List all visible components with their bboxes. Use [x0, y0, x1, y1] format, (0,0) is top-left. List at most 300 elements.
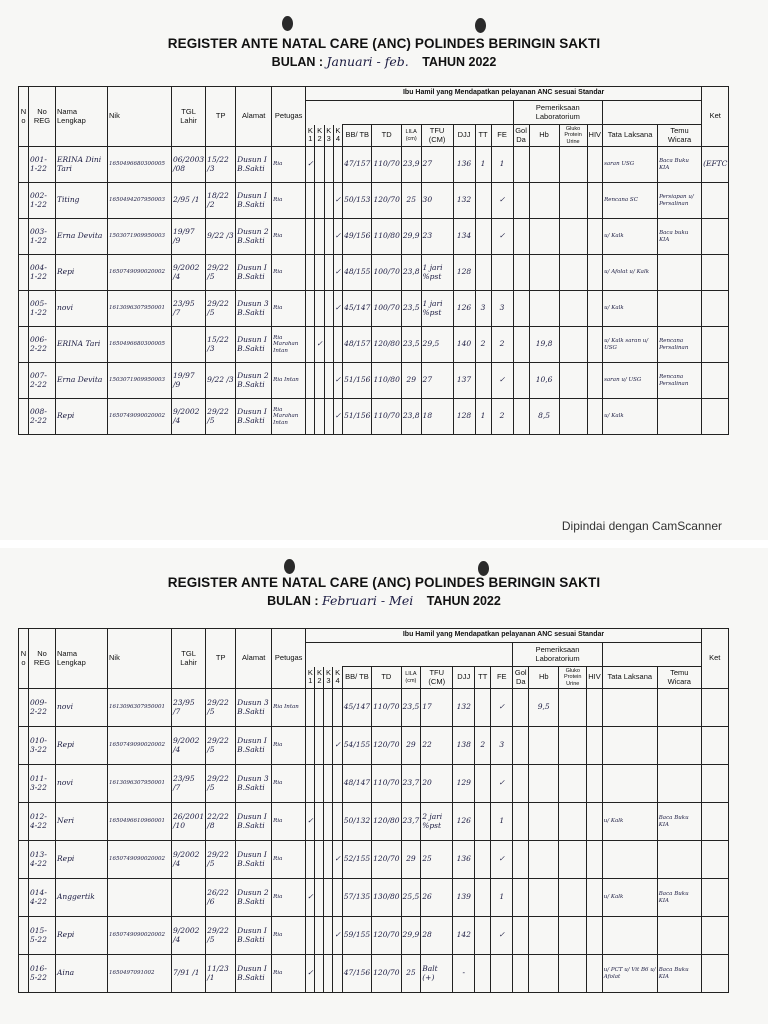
- cell-petugas: Ria Marahan Intan: [272, 327, 306, 363]
- page-gap: [0, 540, 768, 548]
- cell-k4: ✓: [333, 183, 342, 219]
- cell-hiv: [587, 147, 603, 183]
- cell-nik: 1613096307950001: [108, 689, 172, 727]
- header-temu: Temu Wicara: [657, 667, 701, 689]
- cell-tata: saran USG: [603, 147, 658, 183]
- cell-no: [19, 291, 29, 327]
- binder-hole: [282, 16, 293, 31]
- cell-alamat: Dusun 2 B.Sakti: [236, 363, 272, 399]
- tahun-label: TAHUN 2022: [422, 55, 497, 69]
- table-row: [19, 955, 729, 993]
- cell-k4: [333, 955, 342, 993]
- cell-k3: [324, 147, 333, 183]
- cell-tt: [475, 183, 491, 219]
- cell-nama: Repi: [56, 399, 108, 435]
- cell-lila: 29,9: [401, 917, 421, 955]
- cell-no: [19, 727, 29, 765]
- header-spacer: [306, 655, 513, 667]
- cell-tt: [475, 917, 491, 955]
- cell-tata: [602, 841, 657, 879]
- cell-temu: Baca Buku KIA: [657, 803, 701, 841]
- cell-reg: 012- 4-22: [29, 803, 56, 841]
- header-petugas: Petugas: [272, 87, 306, 147]
- cell-hb: [529, 765, 559, 803]
- cell-temu: Baca Buku KIA: [657, 955, 701, 993]
- cell-fe: ✓: [491, 917, 513, 955]
- cell-lila: 29,9: [401, 219, 421, 255]
- cell-k4: ✓: [333, 363, 342, 399]
- cell-k4: ✓: [333, 841, 342, 879]
- cell-petugas: Ria Intan: [272, 363, 306, 399]
- cell-tt: 2: [475, 727, 491, 765]
- cell-ket: [701, 841, 728, 879]
- cell-tgl: 23/95 /7: [172, 291, 206, 327]
- cell-djj: 136: [453, 841, 475, 879]
- cell-tfu: 27: [421, 147, 453, 183]
- cell-reg: 004- 1-22: [29, 255, 56, 291]
- cell-tfu: 28: [421, 917, 453, 955]
- cell-tp: 26/22 /6: [206, 879, 236, 917]
- table-row: [19, 183, 729, 219]
- cell-golda: [513, 765, 529, 803]
- cell-ket: [702, 219, 729, 255]
- cell-k4: [333, 803, 342, 841]
- cell-nama: Neri: [56, 803, 108, 841]
- header-ket: Ket: [702, 87, 729, 147]
- cell-tata: [602, 765, 657, 803]
- header-spacer: [306, 643, 513, 655]
- cell-k1: ✓: [306, 803, 315, 841]
- header-hiv: HIV: [587, 667, 603, 689]
- cell-tp: 9/22 /3: [206, 219, 236, 255]
- cell-hb: [529, 291, 559, 327]
- header-lab: Pemeriksaan Laboratorium: [513, 101, 603, 125]
- cell-glukosa: [559, 399, 587, 435]
- period-line: [0, 593, 768, 608]
- cell-k2: [315, 917, 324, 955]
- cell-no: [19, 327, 29, 363]
- tahun-label: TAHUN 2022: [426, 594, 501, 608]
- cell-no: [19, 917, 29, 955]
- binder-hole: [478, 561, 489, 576]
- cell-djj: 126: [453, 803, 475, 841]
- cell-alamat: Dusun 2 B.Sakti: [236, 879, 272, 917]
- cell-golda: [513, 879, 529, 917]
- cell-k2: [315, 689, 324, 727]
- cell-alamat: Dusun 3 B.Sakti: [236, 291, 272, 327]
- cell-nik: 1650749090020002: [108, 841, 172, 879]
- cell-tp: 29/22 /5: [206, 399, 236, 435]
- cell-k2: ✓: [315, 327, 324, 363]
- cell-petugas: Ria: [272, 219, 306, 255]
- cell-golda: [513, 363, 529, 399]
- cell-hiv: [587, 955, 603, 993]
- header-k2: K 2: [315, 125, 324, 147]
- cell-fe: ✓: [491, 689, 513, 727]
- cell-k1: [306, 727, 315, 765]
- cell-petugas: Ria Intan: [272, 689, 306, 727]
- cell-k3: [324, 841, 333, 879]
- cell-glukosa: [559, 327, 587, 363]
- cell-fe: 1: [491, 147, 513, 183]
- register-title: REGISTER ANTE NATAL CARE (ANC) POLINDES BERINGIN SAKTI: [167, 575, 601, 590]
- header-tp: TP: [206, 87, 236, 147]
- cell-temu: [658, 399, 702, 435]
- header-tata: Tata Laksana: [603, 125, 658, 147]
- header-lab: Pemeriksaan Laboratorium: [513, 643, 603, 667]
- cell-hb: 8,5: [529, 399, 559, 435]
- cell-hb: 10,6: [529, 363, 559, 399]
- cell-fe: 2: [491, 399, 513, 435]
- cell-k1: [306, 689, 315, 727]
- cell-tata: u/ PCT u/ Vit B6 u/ Afolat: [602, 955, 657, 993]
- cell-fe: [491, 955, 513, 993]
- cell-bbtb: 50/132: [342, 803, 371, 841]
- cell-djj: 126: [453, 291, 475, 327]
- cell-reg: 010- 3-22: [29, 727, 56, 765]
- cell-glukosa: [559, 917, 587, 955]
- cell-lila: 23,8: [401, 255, 421, 291]
- cell-bbtb: 48/147: [342, 765, 371, 803]
- cell-nik: 1650749090020002: [108, 917, 172, 955]
- bulan-label: BULAN :: [271, 55, 324, 69]
- cell-glukosa: [559, 291, 587, 327]
- cell-petugas: Ria: [272, 183, 306, 219]
- cell-alamat: Dusun 3 B.Sakti: [236, 765, 272, 803]
- cell-fe: 1: [491, 879, 513, 917]
- cell-no: [19, 689, 29, 727]
- cell-k3: [324, 291, 333, 327]
- header-temu: Temu Wicara: [658, 125, 702, 147]
- cell-nama: ERINA Tari: [56, 327, 108, 363]
- cell-hiv: [587, 363, 603, 399]
- cell-tt: [475, 841, 491, 879]
- cell-glukosa: [559, 255, 587, 291]
- cell-tp: 22/22 /8: [206, 803, 236, 841]
- cell-reg: 013- 4-22: [29, 841, 56, 879]
- cell-ket: [702, 399, 729, 435]
- cell-bbtb: 49/156: [343, 219, 372, 255]
- cell-tp: 29/22 /5: [206, 727, 236, 765]
- cell-bbtb: 47/157: [343, 147, 372, 183]
- cell-lila: 25,5: [401, 879, 421, 917]
- cell-reg: 015- 5-22: [29, 917, 56, 955]
- cell-petugas: Ria: [272, 765, 306, 803]
- cell-djj: 136: [453, 147, 475, 183]
- cell-td: 100/70: [372, 291, 401, 327]
- cell-tgl: [172, 879, 206, 917]
- cell-k4: [333, 327, 342, 363]
- cell-ket: [701, 727, 728, 765]
- header-k4: K 4: [333, 667, 342, 689]
- cell-k3: [324, 727, 333, 765]
- header-alamat: Alamat: [236, 629, 272, 689]
- cell-k1: [306, 327, 315, 363]
- cell-glukosa: [559, 841, 587, 879]
- cell-k2: [315, 399, 324, 435]
- cell-ket: [701, 955, 728, 993]
- cell-no: [19, 765, 29, 803]
- cell-tp: 15/22 /3: [206, 147, 236, 183]
- cell-nama: Erna Devita: [56, 363, 108, 399]
- cell-tata: [602, 727, 657, 765]
- cell-k4: ✓: [333, 219, 342, 255]
- cell-tt: [475, 219, 491, 255]
- cell-temu: [657, 727, 701, 765]
- cell-k2: [315, 841, 324, 879]
- cell-djj: 129: [453, 765, 475, 803]
- binder-hole: [284, 559, 295, 574]
- bulan-value: Januari - feb.: [326, 54, 409, 69]
- cell-k2: [315, 363, 324, 399]
- cell-alamat: Dusun I B.Sakti: [236, 841, 272, 879]
- cell-ket: [702, 363, 729, 399]
- cell-glukosa: [559, 879, 587, 917]
- table-row: [19, 689, 729, 727]
- cell-glukosa: [559, 147, 587, 183]
- cell-tt: 2: [475, 327, 491, 363]
- cell-fe: ✓: [491, 765, 513, 803]
- cell-nama: Repi: [56, 841, 108, 879]
- cell-td: 120/80: [372, 803, 401, 841]
- cell-tp: 9/22 /3: [206, 363, 236, 399]
- cell-reg: 003- 1-22: [29, 219, 56, 255]
- cell-ket: (EFTC: [702, 147, 729, 183]
- cell-djj: 134: [453, 219, 475, 255]
- cell-petugas: Ria: [272, 727, 306, 765]
- cell-k1: [306, 183, 315, 219]
- header-fe: FE: [491, 667, 513, 689]
- cell-tt: [475, 689, 491, 727]
- cell-k3: [324, 255, 333, 291]
- cell-tfu: 27: [421, 363, 453, 399]
- cell-td: 110/70: [372, 689, 401, 727]
- header-tp: TP: [206, 629, 236, 689]
- cell-tgl: 9/2002 /4: [172, 841, 206, 879]
- cell-reg: 016- 5-22: [29, 955, 56, 993]
- cell-k2: [315, 879, 324, 917]
- cell-bbtb: 45/147: [343, 291, 372, 327]
- cell-tata: saran u/ USG: [603, 363, 658, 399]
- cell-nama: ERINA Dini Tari: [56, 147, 108, 183]
- header-k3: K 3: [324, 667, 333, 689]
- cell-nama: Repi: [56, 727, 108, 765]
- cell-k1: ✓: [306, 955, 315, 993]
- period-line: [0, 54, 768, 69]
- cell-tgl: 7/91 /1: [172, 955, 206, 993]
- cell-k1: [306, 291, 315, 327]
- header-spacer: [306, 101, 513, 113]
- header-alamat: Alamat: [236, 87, 272, 147]
- cell-hb: [529, 727, 559, 765]
- table-row: [19, 147, 729, 183]
- cell-djj: 138: [453, 727, 475, 765]
- cell-reg: 002- 1-22: [29, 183, 56, 219]
- table-row: [19, 841, 729, 879]
- cell-k3: [324, 363, 333, 399]
- cell-ket: [702, 255, 729, 291]
- cell-tp: 18/22 /2: [206, 183, 236, 219]
- cell-hiv: [587, 803, 603, 841]
- cell-tata: u/ Kalk: [602, 879, 657, 917]
- cell-temu: Persiapan u/ Persalinan: [658, 183, 702, 219]
- cell-tgl: 23/95 /7: [172, 689, 206, 727]
- cell-hiv: [587, 841, 603, 879]
- cell-alamat: Dusun I B.Sakti: [236, 803, 272, 841]
- cell-hb: [529, 917, 559, 955]
- cell-tt: 1: [475, 399, 491, 435]
- cell-bbtb: 51/156: [343, 399, 372, 435]
- cell-temu: [657, 765, 701, 803]
- cell-tfu: 25: [421, 841, 453, 879]
- cell-glukosa: [559, 219, 587, 255]
- cell-hiv: [587, 765, 603, 803]
- cell-golda: [513, 183, 529, 219]
- cell-k3: [324, 399, 333, 435]
- cell-temu: [657, 917, 701, 955]
- cell-djj: 128: [453, 399, 475, 435]
- cell-fe: ✓: [491, 841, 513, 879]
- cell-reg: 008- 2-22: [29, 399, 56, 435]
- cell-lila: 23,8: [401, 399, 421, 435]
- cell-tt: [475, 803, 491, 841]
- cell-no: [19, 183, 29, 219]
- cell-no: [19, 841, 29, 879]
- cell-nik: [108, 879, 172, 917]
- header-glukosa: Gluko Protein Urine: [559, 125, 587, 147]
- cell-td: 110/70: [372, 399, 401, 435]
- cell-tt: [475, 955, 491, 993]
- header-petugas: Petugas: [272, 629, 306, 689]
- bulan-value: Februari - Mei: [322, 593, 414, 608]
- cell-tgl: [172, 327, 206, 363]
- cell-tgl: 19/97 /9: [172, 363, 206, 399]
- cell-tfu: 20: [421, 765, 453, 803]
- cell-petugas: Ria: [272, 879, 306, 917]
- cell-k2: [315, 147, 324, 183]
- table-row: [19, 363, 729, 399]
- cell-djj: 139: [453, 879, 475, 917]
- cell-djj: -: [453, 955, 475, 993]
- table-row: [19, 399, 729, 435]
- cell-k1: [306, 399, 315, 435]
- cell-alamat: Dusun I B.Sakti: [236, 183, 272, 219]
- cell-glukosa: [559, 955, 587, 993]
- cell-alamat: Dusun 2 B.Sakti: [236, 219, 272, 255]
- cell-tata: [602, 689, 657, 727]
- header-tt: TT: [475, 125, 491, 147]
- cell-hiv: [587, 327, 603, 363]
- header-no: N o: [19, 87, 29, 147]
- cell-fe: [491, 255, 513, 291]
- cell-djj: 128: [453, 255, 475, 291]
- cell-k3: [324, 327, 333, 363]
- header-nik: Nik: [108, 87, 172, 147]
- anc-register-table: [18, 86, 729, 435]
- header-ket: Ket: [701, 629, 728, 689]
- cell-reg: 009- 2-22: [29, 689, 56, 727]
- cell-td: 110/70: [372, 765, 401, 803]
- cell-nama: Aina: [56, 955, 108, 993]
- header-k2: K 2: [315, 667, 324, 689]
- cell-golda: [513, 399, 529, 435]
- cell-tfu: 18: [421, 399, 453, 435]
- cell-lila: 23,5: [401, 291, 421, 327]
- cell-k3: [324, 219, 333, 255]
- cell-golda: [513, 219, 529, 255]
- header-hb: Hb: [529, 667, 559, 689]
- cell-k4: ✓: [333, 291, 342, 327]
- cell-k2: [315, 727, 324, 765]
- cell-fe: ✓: [491, 219, 513, 255]
- cell-tgl: 9/2002 /4: [172, 399, 206, 435]
- cell-fe: 3: [491, 291, 513, 327]
- cell-k2: [315, 183, 324, 219]
- cell-temu: Rencana Persalinan: [658, 327, 702, 363]
- table-row: [19, 803, 729, 841]
- cell-golda: [513, 955, 529, 993]
- cell-glukosa: [559, 803, 587, 841]
- cell-alamat: Dusun I B.Sakti: [236, 147, 272, 183]
- header-spacer: [306, 113, 513, 125]
- cell-glukosa: [559, 765, 587, 803]
- cell-alamat: Dusun I B.Sakti: [236, 955, 272, 993]
- bulan-label: BULAN :: [267, 594, 319, 608]
- cell-k3: [324, 765, 333, 803]
- cell-no: [19, 803, 29, 841]
- cell-alamat: Dusun I B.Sakti: [236, 255, 272, 291]
- cell-tfu: 22: [421, 727, 453, 765]
- cell-k2: [315, 291, 324, 327]
- header-lila: LILA (cm): [401, 125, 421, 147]
- cell-lila: 23,7: [401, 803, 421, 841]
- cell-nik: 1613096307950001: [108, 765, 172, 803]
- cell-golda: [513, 803, 529, 841]
- cell-tfu: 26: [421, 879, 453, 917]
- header-band: Ibu Hamil yang Mendapatkan pelayanan ANC sesuai Standar: [306, 629, 702, 643]
- cell-nik: 1650749090020002: [108, 727, 172, 765]
- cell-ket: [702, 291, 729, 327]
- cell-tata: u/ Kalk: [603, 399, 658, 435]
- cell-nik: 1650496680300005: [108, 147, 172, 183]
- cell-tfu: 30: [421, 183, 453, 219]
- cell-tfu: 17: [421, 689, 453, 727]
- cell-tp: 29/22 /5: [206, 255, 236, 291]
- header-td: TD: [372, 667, 401, 689]
- table-row: [19, 765, 729, 803]
- cell-hb: [529, 841, 559, 879]
- cell-hb: [529, 879, 559, 917]
- header-spacer: [602, 643, 701, 667]
- header-tgl-lahir: TGL Lahir: [172, 629, 206, 689]
- cell-tgl: 9/2002 /4: [172, 255, 206, 291]
- cell-tp: 11/23 /1: [206, 955, 236, 993]
- cell-temu: [658, 255, 702, 291]
- cell-k1: [306, 765, 315, 803]
- cell-k1: ✓: [306, 147, 315, 183]
- cell-djj: 132: [453, 183, 475, 219]
- cell-tt: [475, 879, 491, 917]
- cell-k4: ✓: [333, 917, 342, 955]
- cell-tfu: 23: [421, 219, 453, 255]
- cell-k2: [315, 765, 324, 803]
- header-no-reg: No REG: [29, 87, 56, 147]
- cell-tata: u/ Kalk: [602, 803, 657, 841]
- cell-lila: 25: [401, 955, 421, 993]
- cell-tp: 29/22 /5: [206, 917, 236, 955]
- register-sheet-2: [0, 548, 768, 1024]
- cell-bbtb: 54/155: [342, 727, 371, 765]
